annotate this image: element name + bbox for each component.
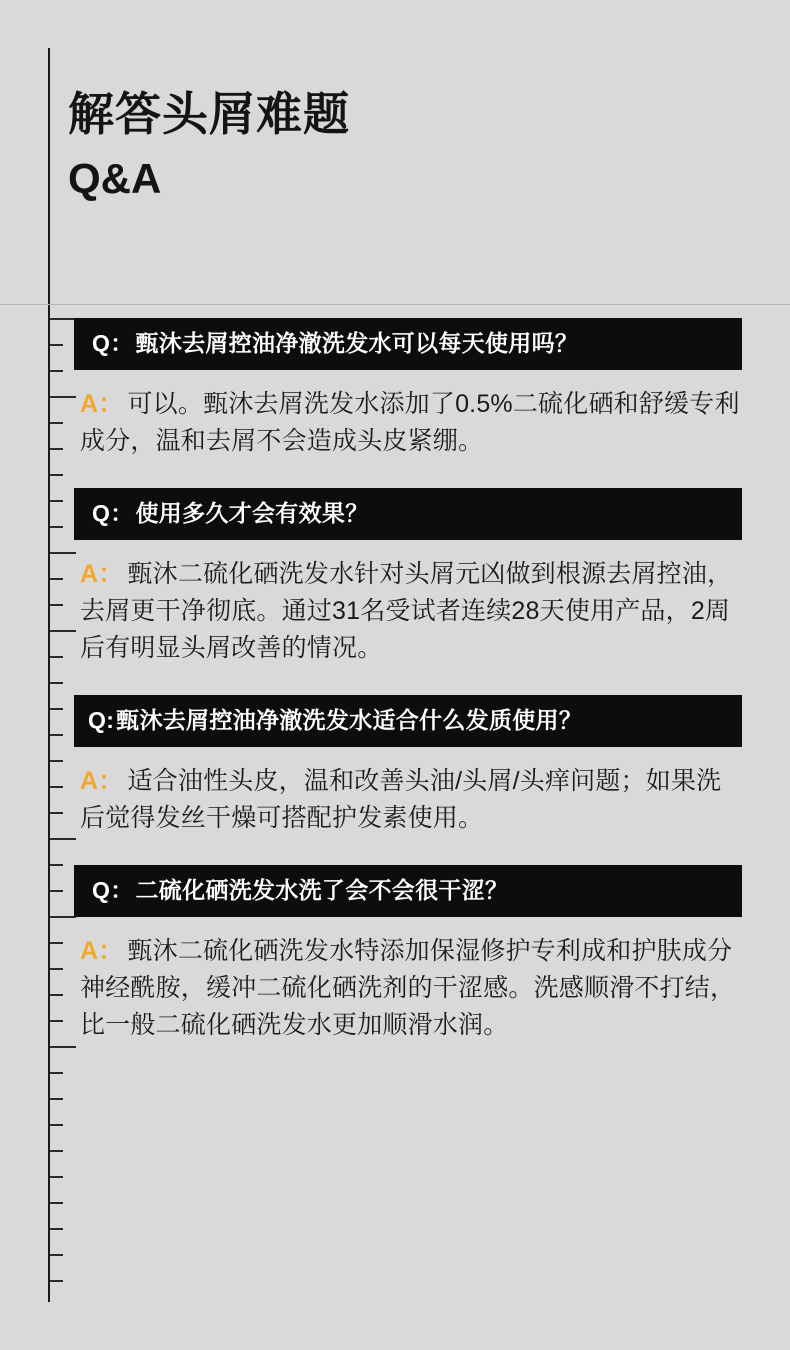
question-bar[interactable] <box>74 865 742 917</box>
tick-marks <box>50 318 76 1308</box>
answer-text: 可以。甄沐去屑洗发水添加了0.5%二硫化硒和舒缓专利成分，温和去屑不会造成头皮紧绷。 <box>80 390 740 455</box>
page-header <box>68 86 708 204</box>
page-subtitle: Q&A <box>68 154 162 202</box>
qa-item <box>74 865 742 1044</box>
answer-block <box>74 933 742 1044</box>
question-label: Q: <box>88 707 115 733</box>
question-bar[interactable] <box>74 695 742 747</box>
question-label: Q： <box>92 330 134 356</box>
answer-text: 适合油性头皮，温和改善头油/头屑/头痒问题；如果洗后觉得发丝干燥可搭配护发素使用。 <box>80 767 722 832</box>
answer-label: A： <box>80 390 124 418</box>
answer-block <box>74 386 742 460</box>
answer-label: A： <box>80 767 124 795</box>
question-bar[interactable] <box>74 318 742 370</box>
answer-text: 甄沐二硫化硒洗发水特添加保湿修护专利成和护肤成分神经酰胺，缓冲二硫化硒洗剂的干涩感。洗感顺滑不打结，比一般二硫化硒洗发水更加顺滑水润。 <box>80 937 736 1039</box>
qa-list <box>74 318 742 1072</box>
question-label: Q： <box>92 877 134 903</box>
page-title: 解答头屑难题 <box>68 88 350 140</box>
answer-label: A： <box>80 937 124 965</box>
answer-label: A： <box>80 560 124 588</box>
qa-item <box>74 318 742 460</box>
question-text: 甄沐去屑控油净澈洗发水可以每天使用吗？ <box>135 330 579 356</box>
answer-block <box>74 763 742 837</box>
header-divider <box>0 304 790 305</box>
question-text: 二硫化硒洗发水洗了会不会很干涩？ <box>135 877 509 903</box>
question-text: 甄沐去屑控油净澈洗发水适合什么发质使用？ <box>116 707 583 733</box>
qa-item <box>74 488 742 667</box>
qa-item <box>74 695 742 837</box>
answer-text: 甄沐二硫化硒洗发水针对头屑元凶做到根源去屑控油，去屑更干净彻底。通过31名受试者连续28天使用产品，2周后有明显头屑改善的情况。 <box>80 560 733 662</box>
question-text: 使用多久才会有效果？ <box>135 500 369 526</box>
question-label: Q： <box>92 500 134 526</box>
answer-block <box>74 556 742 667</box>
question-bar[interactable] <box>74 488 742 540</box>
